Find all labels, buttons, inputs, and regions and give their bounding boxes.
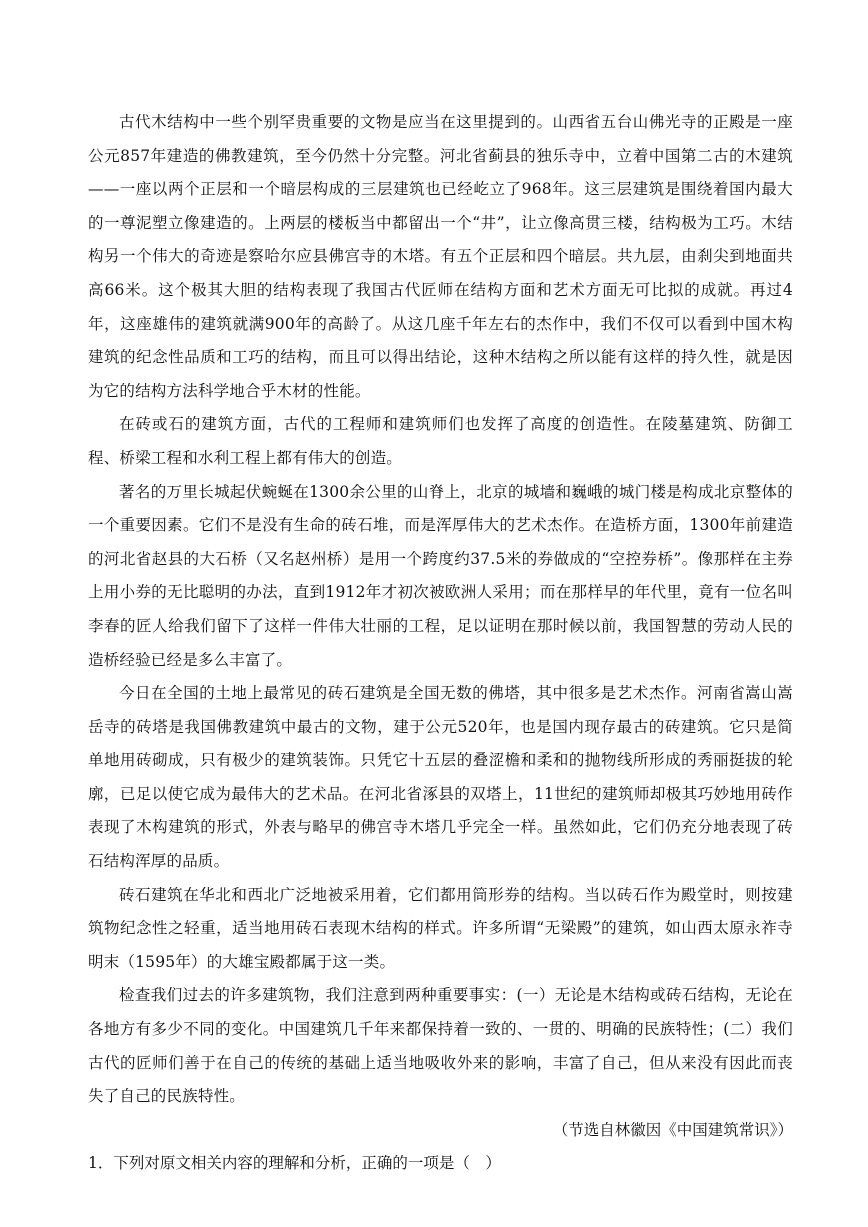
paragraph-5: 砖石建筑在华北和西北广泛地被采用着，它们都用筒形券的结构。当以砖石作为殿堂时，则按建筑物纪念性之轻重，适当地用砖石表现木结构的样式。许多所谓“无梁殿”的建筑，如山西太原永祚寺明末（1595年）的大雄宝殿都属于这一类。 <box>88 885 793 971</box>
source-citation: （节选自林徽因《中国建筑常识》） <box>552 1120 793 1139</box>
question-1: 1．下列对原文相关内容的理解和分析，正确的一项是（ ） <box>88 1154 501 1173</box>
article-body <box>88 106 793 1181</box>
paragraph-2: 在砖或石的建筑方面，古代的工程师和建筑师们也发挥了高度的创造性。在陵墓建筑、防御工程、桥梁工程和水利工程上都有伟大的创造。 <box>88 415 793 467</box>
paragraph-4: 今日在全国的土地上最常见的砖石建筑是全国无数的佛塔，其中很多是艺术杰作。河南省嵩山嵩岳寺的砖塔是我国佛教建筑中最古的文物，建于公元520年，也是国内现存最古的砖建筑。它只是简单地用砖砌成，只有极少的建筑装饰。只凭它十五层的叠涩檐和柔和的抛物线所形成的秀丽挺拔的轮廓，已足以使它成为最伟大的艺术品。在河北省涿县的双塔上，11世纪的建筑师却极其巧妙地用砖作表现了木构建筑的形式，外表与略早的佛宫寺木塔几乎完全一样。虽然如此，它们仍充分地表现了砖石结构浑厚的品质。 <box>88 684 793 871</box>
paragraph-1: 古代木结构中一些个别罕贵重要的文物是应当在这里提到的。山西省五台山佛光寺的正殿是一座公元857年建造的佛教建筑，至今仍然十分完整。河北省蓟县的独乐寺中，立着中国第二古的木建筑——一座以两个正层和一个暗层构成的三层建筑也已经屹立了968年。这三层建筑是围绕着国内最大的一尊泥塑立像建造的。上两层的楼板当中都留出一个“井”，让立像高贯三楼，结构极为工巧。木结构另一个伟大的奇迹是察哈尔应县佛宫寺的木塔。有五个正层和四个暗层。共九层，由刹尖到地面共高66米。这个极其大胆的结构表现了我国古代匠师在结构方面和艺术方面无可比拟的成就。再过4年，这座雄伟的建筑就满900年的高龄了。从这几座千年左右的杰作中，我们不仅可以看到中国木构建筑的纪念性品质和工巧的结构，而且可以得出结论，这种木结构之所以能有这样的持久性，就是因为它的结构方法科学地合乎木材的性能。 <box>88 113 793 400</box>
paragraph-3: 著名的万里长城起伏蜿蜒在1300余公里的山脊上，北京的城墙和巍峨的城门楼是构成北京整体的一个重要因素。它们不是没有生命的砖石堆，而是浑厚伟大的艺术杰作。在造桥方面，1300年前建造的河北省赵县的大石桥（又名赵州桥）是用一个跨度约37.5米的券做成的“空控券桥”。像那样在主券上用小券的无比聪明的办法，直到1912年才初次被欧洲人采用；而在那样早的年代里，竟有一位名叫李春的匠人给我们留下了这样一件伟大壮丽的工程，足以证明在那时候以前，我国智慧的劳动人民的造桥经验已经是多么丰富了。 <box>88 482 793 669</box>
paragraph-6: 检查我们过去的许多建筑物，我们注意到两种重要事实：(一）无论是木结构或砖石结构，无论在各地方有多少不同的变化。中国建筑几千年来都保持着一致的、一贯的、明确的民族特性；(二）我们古代的匠师们善于在自己的传统的基础上适当地吸收外来的影响，丰富了自己，但从来没有因此而丧失了自己的民族特性。 <box>88 986 793 1106</box>
